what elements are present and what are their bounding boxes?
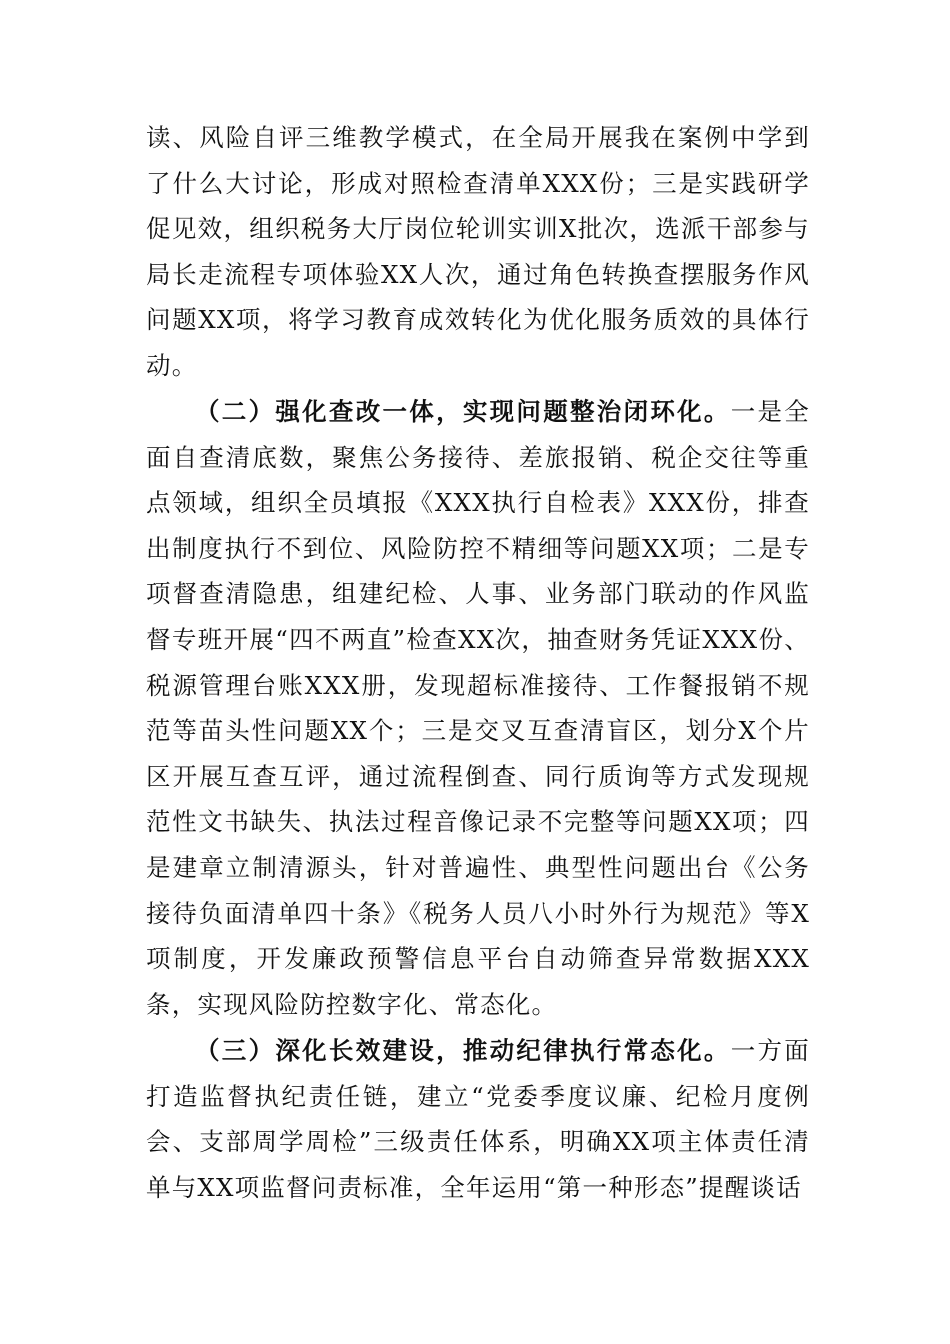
paragraph-continuation [146, 115, 810, 389]
paragraph-text: 读、风险自评三维教学模式，在全局开展我在案例中学到了什么大讨论，形成对照检查清单XXX份；三是实践研学促见效，组织税务大厅岗位轮训实训X批次，选派干部参与局长走流程专项体验XX人次，通过角色转换查摆服务作风问题XX项，将学习教育成效转化为优化服务质效的具体行动。 [146, 123, 810, 380]
section-three-paragraph [146, 1028, 810, 1210]
section-three-heading: （三）深化长效建设，推动纪律执行常态化。 [195, 1036, 731, 1065]
section-three [146, 1028, 810, 1210]
section-two-heading: （二）强化查改一体，实现问题整治闭环化。 [195, 397, 731, 426]
section-three-body: 一方面打造监督执纪责任链，建立“党委季度议廉、纪检月度例会、支部周学周检”三级责任体系，明确XX项主体责任清单与XX项监督问责标准，全年运用“第一种形态”提醒谈话 [146, 1036, 810, 1202]
section-two-paragraph [146, 389, 810, 1027]
section-two [146, 389, 810, 1027]
section-two-body: 一是全面自查清底数，聚焦公务接待、差旅报销、税企交往等重点领域，组织全员填报《XXX执行自检表》XXX份，排查出制度执行不到位、风险防控不精细等问题XX项；二是专项督查清隐患，组建纪检、人事、业务部门联动的作风监督专班开展“四不两直”检查XX次，抽查财务凭证XXX份、税源管理台账XXX册，发现超标准接待、工作餐报销不规范等苗头性问题XX个；三是交叉互查清盲区，划分X个片区开展互查互评，通过流程倒查、同行质询等方式发现规范性文书缺失、执法过程音像记录不完整等问题XX项；四是建章立制清源头，针对普遍性、典型性问题出台《公务接待负面清单四十条》《税务人员八小时外行为规范》等X项制度，开发廉政预警信息平台自动筛查异常数据XXX条，实现风险防控数字化、常态化。 [146, 397, 810, 1019]
